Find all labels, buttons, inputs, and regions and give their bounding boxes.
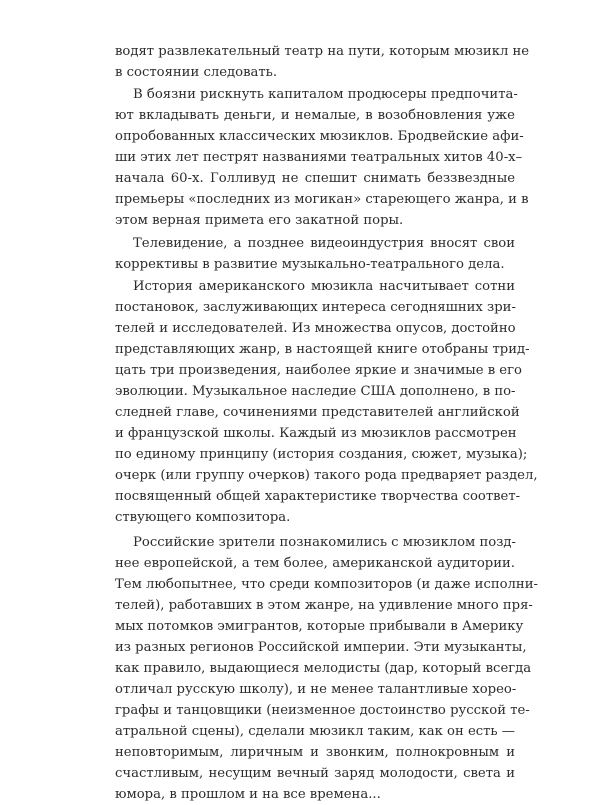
text-line: Российские зрители познакомились с мюзиклом позд-: [133, 535, 516, 550]
text-line: представляющих жанр, в настоящей книге отобраны трид-: [115, 342, 530, 357]
text-line: отличал русскую школу), и не менее талантливые хорео-: [115, 682, 517, 697]
text-line: коррективы в развитие музыкально-театрального дела.: [115, 257, 505, 272]
paragraph-russian-audience: [115, 532, 538, 805]
text-line: неповторимым, лиричным и звонким, полнокровным и: [115, 745, 515, 760]
text-line: по единому принципу (история создания, сюжет, музыка);: [115, 447, 528, 462]
text-line: очерк (или группу очерков) такого рода предваряет раздел,: [115, 468, 538, 483]
text-line: ши этих лет пестрят названиями театральных хитов 40-х–: [115, 150, 523, 165]
text-line: юмора, в прошлом и на все времена...: [115, 787, 381, 802]
text-line: как правило, выдающиеся мелодисты (дар, который всегда: [115, 661, 532, 676]
text-line: премьеры «последних из могикан» стареющего жанра, и в: [115, 192, 529, 207]
paragraph-producers: [115, 84, 529, 231]
paragraph-television: [115, 233, 515, 275]
text-line: ют вкладывать деньги, и немалые, в возобновления уже: [115, 108, 515, 123]
text-line: графы и танцовщики (неизменное достоинство русской те-: [115, 703, 530, 718]
text-line: телей и исследователей. Из множества опусов, достойно: [115, 321, 516, 336]
text-line: атральной сцены), сделали мюзикл таким, как он есть —: [115, 724, 515, 739]
text-line: начала 60-х. Голливуд не спешит снимать беззвездные: [115, 171, 515, 186]
text-line: телей), работавших в этом жанре, на удивление много пря-: [115, 598, 533, 613]
text-line: этом верная примета его закатной поры.: [115, 213, 404, 228]
text-line: и французской школы. Каждый из мюзиклов рассмотрен: [115, 426, 517, 441]
text-line: ствующего композитора.: [115, 510, 291, 525]
text-line: Тем любопытнее, что среди композиторов (и даже исполни-: [115, 577, 538, 592]
text-line: следней главе, сочинениями представителей английской: [115, 405, 520, 420]
text-line: из разных регионов Российской империи. Эти музыканты,: [115, 640, 527, 655]
text-line: эволюции. Музыкальное наследие США дополнено, в по-: [115, 384, 516, 399]
text-line: опробованных классических мюзиклов. Бродвейские афи-: [115, 129, 524, 144]
text-line: В боязни рискнуть капиталом продюсеры предпочита-: [133, 87, 518, 102]
paragraph-history: [115, 276, 538, 528]
text-line: водят развлекательный театр на пути, которым мюзикл не: [115, 44, 530, 59]
paragraph-continuation: [115, 41, 530, 83]
text-line: счастливым, несущим вечный заряд молодости, света и: [115, 766, 515, 781]
text-line: нее европейской, а тем более, американской аудитории.: [115, 556, 515, 571]
text-line: постановок, заслуживающих интереса сегодняшних зри-: [115, 300, 516, 315]
text-line: посвященный общей характеристике творчества соответ-: [115, 489, 521, 504]
text-line: История американского мюзикла насчитывает сотни: [133, 279, 515, 294]
text-line: Телевидение, а позднее видеоиндустрия вносят свои: [133, 236, 515, 251]
text-line: мых потомков эмигрантов, которые прибывали в Америку: [115, 619, 524, 634]
text-line: в состоянии следовать.: [115, 65, 278, 80]
text-line: цать три произведения, наиболее яркие и значимые в его: [115, 363, 522, 378]
